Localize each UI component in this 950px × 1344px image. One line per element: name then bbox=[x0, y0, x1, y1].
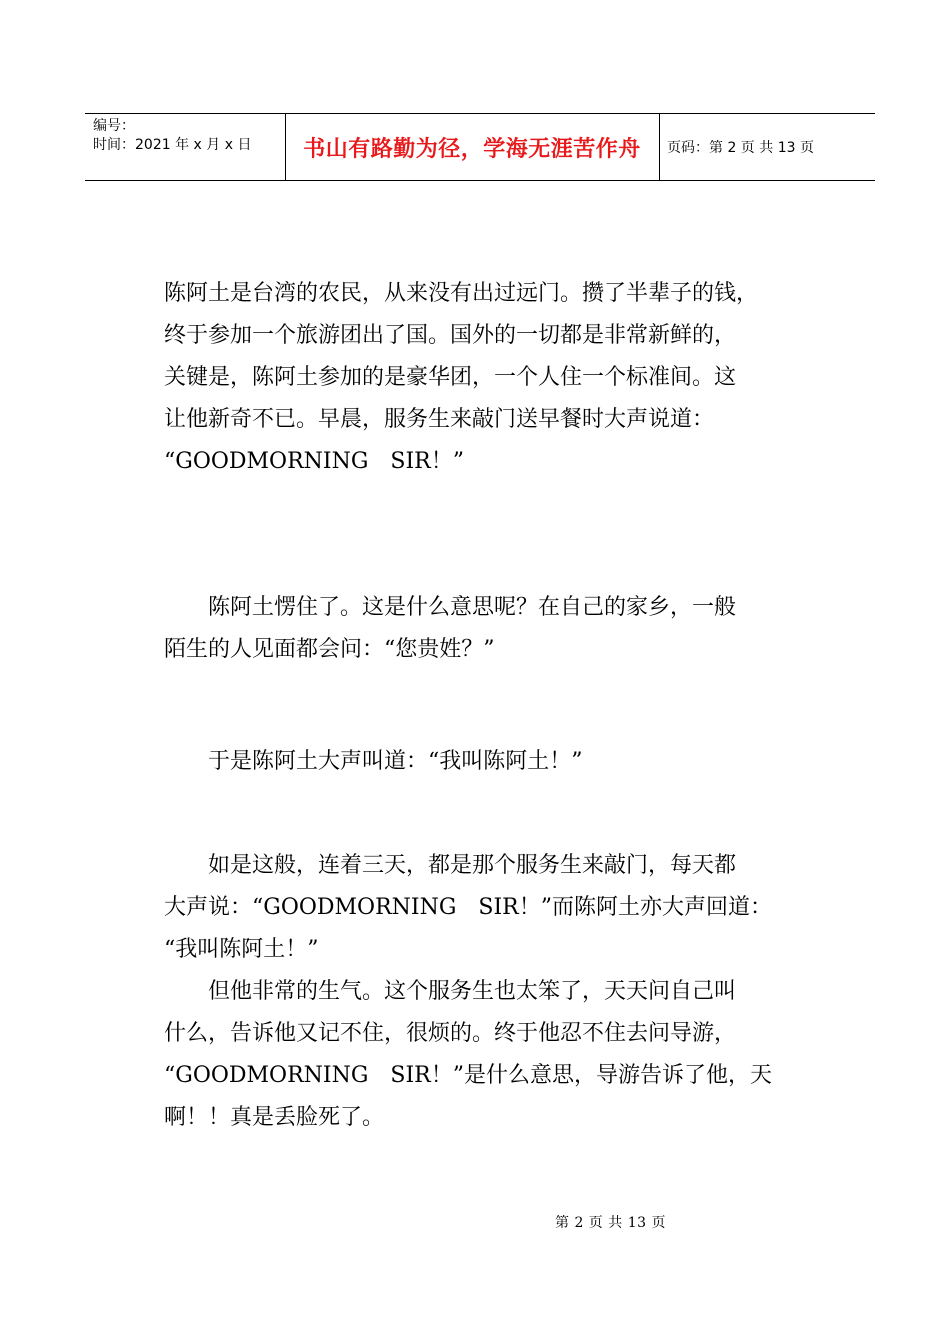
paragraph-line: “GOODMORNING SIR！” bbox=[164, 449, 464, 474]
paragraph-line: 终于参加一个旅游团出了国。国外的一切都是非常新鲜的， bbox=[164, 323, 737, 348]
header-motto: 书山有路勤为径，学海无涯苦作舟 bbox=[303, 136, 641, 162]
paragraph-line: 大声说：“GOODMORNING SIR！”而陈阿土亦大声回道： bbox=[164, 895, 772, 920]
header-time-label: 时间：2021 年 x 月 x 日 bbox=[93, 137, 252, 153]
paragraph-3 bbox=[164, 741, 804, 783]
paragraph-line: “GOODMORNING SIR！”是什么意思，导游告诉了他，天 bbox=[164, 1063, 772, 1088]
paragraph-1 bbox=[164, 273, 804, 483]
header-page-info: 页码：第 2 页 共 13 页 bbox=[667, 140, 814, 156]
paragraph-line: 关键是，陈阿土参加的是豪华团，一个人住一个标准间。这 bbox=[164, 365, 737, 390]
header-number-label: 编号： bbox=[93, 118, 135, 134]
paragraph-line: 如是这般，连着三天，都是那个服务生来敲门，每天都 bbox=[164, 853, 737, 878]
paragraph-line: 陌生的人见面都会问：“您贵姓？” bbox=[164, 637, 495, 662]
paragraph-2 bbox=[164, 587, 804, 671]
paragraph-line: 于是陈阿土大声叫道：“我叫陈阿土！” bbox=[164, 749, 583, 774]
paragraph-line: “我叫陈阿土！” bbox=[164, 937, 319, 962]
paragraph-line: 但他非常的生气。这个服务生也太笨了，天天问自己叫 bbox=[164, 979, 737, 1004]
paragraph-4 bbox=[164, 845, 804, 1139]
paragraph-line: 让他新奇不已。早晨，服务生来敲门送早餐时大声说道： bbox=[164, 407, 715, 432]
header-table bbox=[85, 113, 875, 181]
header-divider-right bbox=[659, 114, 660, 180]
paragraph-line: 陈阿土是台湾的农民，从来没有出过远门。攒了半辈子的钱， bbox=[164, 281, 759, 306]
paragraph-line: 啊！！真是丢脸死了。 bbox=[164, 1105, 385, 1130]
paragraph-line: 什么，告诉他又记不住，很烦的。终于他忍不住去问导游， bbox=[164, 1021, 737, 1046]
footer-page-number: 第 2 页 共 13 页 bbox=[555, 1215, 666, 1231]
paragraph-line: 陈阿土愣住了。这是什么意思呢？在自己的家乡，一般 bbox=[164, 595, 737, 620]
